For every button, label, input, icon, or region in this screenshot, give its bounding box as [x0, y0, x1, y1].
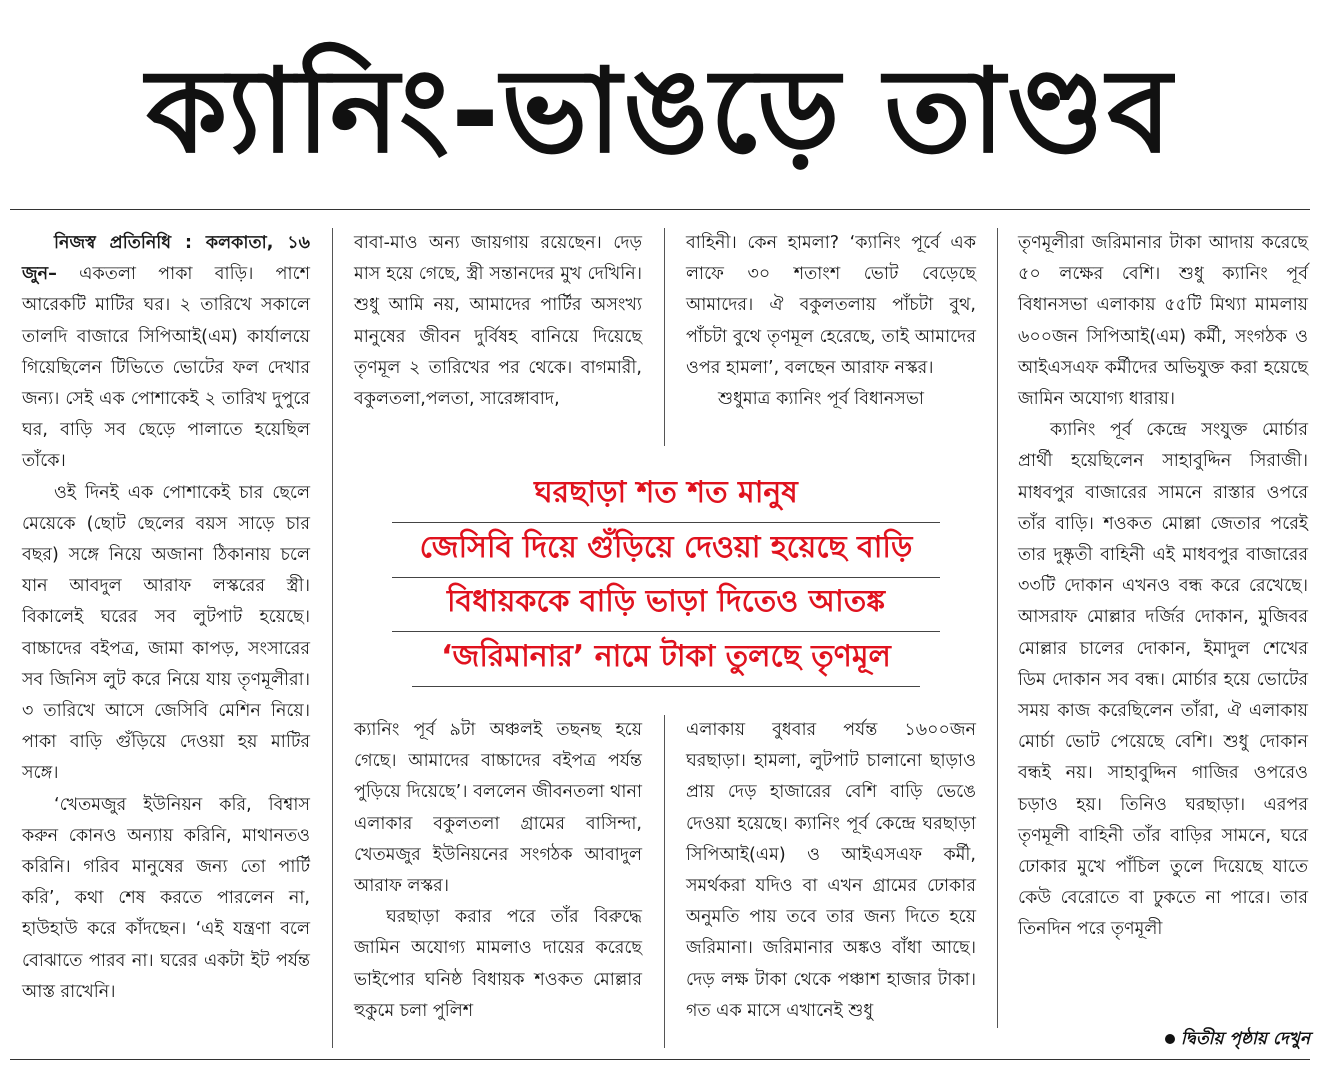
continued-text: দ্বিতীয় পৃষ্ঠায় দেখুন [1180, 1029, 1310, 1049]
column-2-bottom [354, 715, 642, 1027]
column-1 [22, 228, 310, 1008]
column-divider [664, 228, 665, 446]
paragraph: ‘খেতমজুর ইউনিয়ন করি, বিশ্বাস করুন কোনও অন্যায় করিনি, মাথানতও করিনি। গরিব মানুষের জন্য তো পার্টি করি’, কথা শেষ করতে পারলেন না, হাউহাউ করে কাঁদছেন। ‘এই যন্ত্রণা বলে বোঝাতে পারব না। ঘরের একটা ইট পর্যন্ত আস্ত রাখেনি। [22, 794, 310, 1002]
paragraph: ক্যানিং পূর্ব কেন্দ্রে সংযুক্ত মোর্চার প্রার্থী হয়েছিলেন সাহাবুদ্দিন সিরাজী। মাধবপুর বাজারের সামনে রাস্তার ওপরে তাঁর বাড়ি। শওকত মোল্লা জেতার পরেই তার দুষ্কৃতী বাহিনী এই মাধবপুর বাজারের ৩৩টি দোকান এখনও বন্ধ করে রেখেছে। আসরাফ মোল্লার দর্জির দোকান, মুজিবর মোল্লার চালের দোকান, ইমাদুল শেখের ডিম দোকান সব বন্ধ। মোর্চার হয়ে ভোটের সময় কাজ করেছিলেন তাঁরা, ঐ এলাকায় মোর্চা ভোট পেয়েছে বেশি। শুধু দোকান বন্ধই নয়। সাহাবুদ্দিন গাজির ওপরেও চড়াও হয়। তিনিও ঘরছাড়া। এরপর তৃণমূলী বাহিনী তাঁর বাড়ির সামনে, ঘরে ঢোকার মুখে পাঁচিল তুলে দিয়েছে যাতে কেউ বেরোতে বা ঢুকতে না পারে। তার তিনদিন পরে তৃণমূলী [1018, 420, 1308, 940]
paragraph: এলাকায় বুধবার পর্যন্ত ১৬০০জন ঘরছাড়া। হামলা, লুটপাট চালানো ছাড়াও প্রায় দেড় হাজারের বেশি বাড়ি ভেঙে দেওয়া হয়েছে। ক্যানিং পূর্ব কেন্দ্রে ঘরছাড়া সিপিআই(এম) ও আইএসএফ কর্মী, সমর্থকরা যদিও বা এখন গ্রামের ঢোকার অনুমতি পায় তবে তার জন্য দিতে হয়ে জরিমানা। জরিমানার অঙ্কও বাঁধা আছে। দেড় লক্ষ টাকা থেকে পঞ্চাশ হাজার টাকা। গত এক মাসে এখানেই শুধু [686, 720, 976, 1021]
bottom-rule [10, 1059, 1310, 1060]
column-4 [1018, 228, 1308, 946]
highlight-line: ঘরছাড়া শত শত মানুষ [534, 475, 798, 510]
column-2-top [354, 228, 642, 415]
paragraph: তৃণমূলীরা জরিমানার টাকা আদায় করেছে ৫০ লক্ষের বেশি। শুধু ক্যানিং পূর্ব বিধানসভা এলাকায় ৫৫টি মিথ্যা মামলায় ৬০০জন সিপিআই(এম) কর্মী, সংগঠক ও আইএসএফ কর্মীদের অভিযুক্ত করা হয়েছে জামিন অযোগ্য ধারায়। [1018, 233, 1308, 410]
highlight-line: বিধায়ককে বাড়ি ভাড়া দিতেও আতঙ্ক [446, 584, 886, 619]
column-divider [997, 228, 998, 1028]
column-3-bottom [686, 715, 976, 1027]
paragraph: ঘরছাড়া করার পরে তাঁর বিরুদ্ধে জামিন অযোগ্য মামলাও দায়ের করেছে ভাইপোর ঘনিষ্ঠ বিধায়ক শওকত মোল্লার হুকুমে চলা পুলিশ [354, 907, 642, 1021]
top-rule [10, 209, 1310, 210]
paragraph: বাহিনী। কেন হামলা? ‘ক্যানিং পূর্বে এক লাফে ৩০ শতাংশ ভোট বেড়েছে আমাদের। ঐ বকুলতলায় পাঁচটা বুথ, পাঁচটা বুথে তৃণমূল হেরেছে, তাই আমাদের ওপর হামলা’, বলছেন আরাফ নস্কর। [686, 233, 976, 378]
paragraph: ওই দিনই এক পোশাকেই চার ছেলে মেয়েকে (ছোট ছেলের বয়স সাড়ে চার বছর) সঙ্গে নিয়ে অজানা ঠিকানায় চলে যান আবদুল আরাফ লস্করের স্ত্রী। বিকালেই ঘরের সব লুটপাট হয়েছে। বাচ্চাদের বইপত্র, জামা কাপড়, সংসারের সব জিনিস লুট করে নিয়ে যায় তৃণমূলীরা। ৩ তারিখে আসে জেসিবি মেশিন নিয়ে। পাকা বাড়ি গুঁড়িয়ে দেওয়া হয় মাটির সঙ্গে। [22, 482, 310, 784]
highlight-line: ‘জরিমানার’ নামে টাকা তুলছে তৃণমূল [441, 639, 891, 674]
paragraph: ক্যানিং পূর্ব ৯টা অঞ্চলই তছনছ হয়ে গেছে। আমাদের বাচ্চাদের বইপত্র পর্যন্ত পুড়িয়ে দিয়েছে’। বললেন জীবনতলা থানা এলাকার বকুলতলা গ্রামের বাসিন্দা, খেতমজুর ইউনিয়নের সংগঠক আবাদুল আরাফ লস্কর। [354, 720, 642, 897]
highlight-box [352, 464, 980, 689]
paragraph-text: একতলা পাকা বাড়ি। পাশে আরেকটি মাটির ঘর। ২ তারিখে সকালে তালদি বাজারে সিপিআই(এম) কার্যালয়ে গিয়েছিলেন টিভিতে ভোটের ফল দেখার জন্য। সেই এক পোশাকেই ২ তারিখ দুপুরে ঘর, বাড়ি সব ছেড়ে পালাতে হয়েছিল তাঁকে। [22, 264, 310, 472]
paragraph: বাবা-মাও অন্য জায়গায় রয়েছেন। দেড় মাস হয়ে গেছে, স্ত্রী সন্তানদের মুখ দেখিনি। শুধু আমি নয়, আমাদের পার্টির অসংখ্য মানুষের জীবন দুর্বিষহ বানিয়ে দিয়েছে তৃণমূল ২ তারিখের পর থেকে। বাগমারী, বকুলতলা,পলতা, সারেঙ্গাবাদ, [354, 233, 642, 410]
headline: ক্যানিং-ভাঙড়ে তাণ্ডব [146, 44, 1174, 179]
highlight-line: জেসিবি দিয়ে গুঁড়িয়ে দেওয়া হয়েছে বাড়ি [419, 530, 913, 565]
column-3-top [686, 228, 976, 415]
continued-note [1120, 1024, 1310, 1054]
paragraph [22, 228, 310, 478]
dateline: নিজস্ব প্রতিনিধি : কলকাতা, ১৬ জুন– [22, 233, 310, 285]
bullet-icon [1165, 1034, 1175, 1044]
highlight-separator [412, 686, 920, 687]
column-divider [332, 228, 333, 1048]
paragraph: শুধুমাত্র ক্যানিং পূর্ব বিধানসভা [718, 389, 924, 410]
column-divider [664, 715, 665, 1048]
